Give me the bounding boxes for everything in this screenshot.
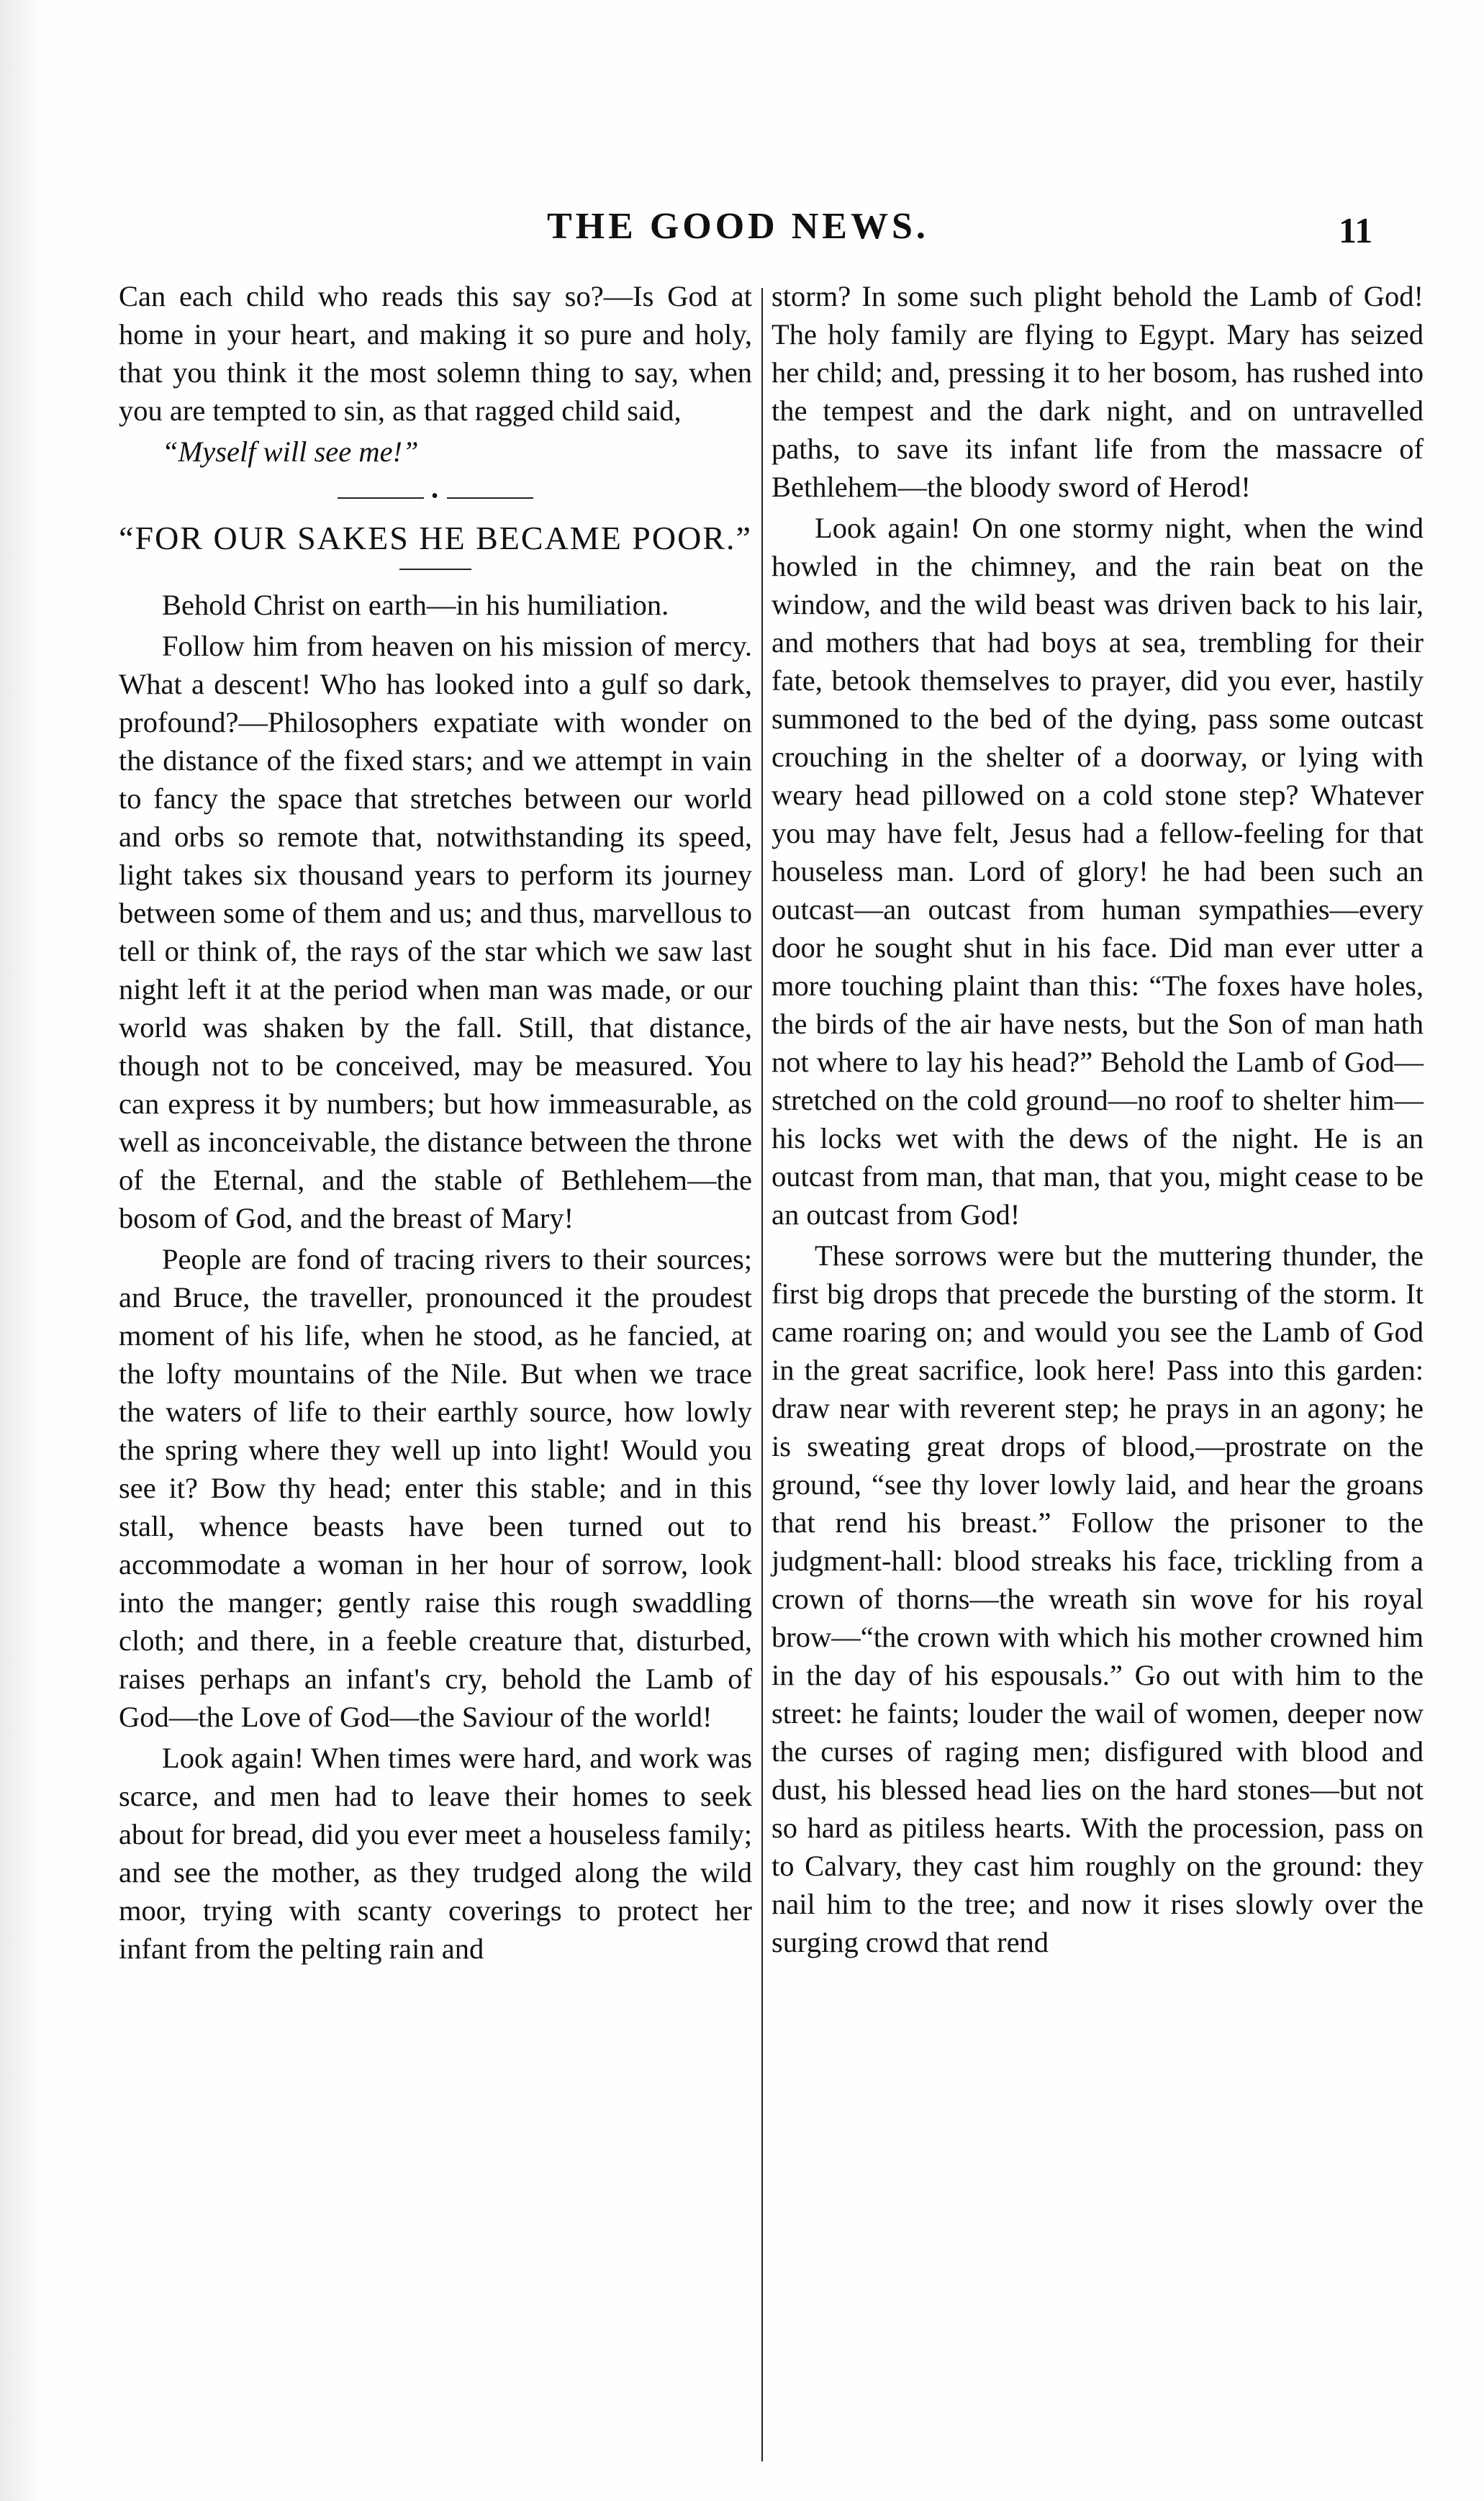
article-paragraph-3: People are fond of tracing rivers to their sources; and Bruce, the traveller, pronounced it the proudest moment of his life, when he stood, as he fancied, at the lofty mountains of the Nile. But when we trace the waters of life to their earthly source, how lowly the spring where they well up into light! Would you see it? Bow thy head; enter this stable; and in this stall, whence beasts have been turned out to accommodate a woman in her hour of sorrow, look into the manger; gently raise this rough swaddling cloth; and there, in a feeble creature that, disturbed, raises perhaps an infant's cry, behold the Lamb of God—the Love of God—the Saviour of the world!: [119, 1243, 752, 1733]
left-column: [119, 277, 752, 1971]
right-column: [772, 277, 1424, 1964]
previous-article-closing-quote: “Myself will see me!”: [162, 435, 419, 468]
article-paragraph-4: Look again! When times were hard, and work was scarce, and men had to leave their homes to seek about for bread, did you ever meet a houseless family; and see the mother, as they trudged along the wild moor, trying with scanty coverings to protect her infant from the pelting rain and: [119, 1742, 752, 1965]
article-paragraph-5: storm? In some such plight behold the Lamb of God! The holy family are flying to Egypt. Mary has seized her child; and, pressing it to her bosom, has rushed into the tempest and the dark night, and on untravelled paths, to save its infant life from the massacre of Bethlehem—the bloody sword of Herod!: [772, 280, 1424, 503]
page-number: 11: [1339, 210, 1373, 250]
running-title: THE GOOD NEWS.: [547, 206, 929, 247]
title-rule: [399, 569, 471, 570]
running-header: [0, 205, 1484, 270]
section-separator: •: [119, 482, 752, 511]
article-paragraph-2: Follow him from heaven on his mission of mercy. What a descent! Who has looked into a gulf so dark, profound?—Philosophers expatiate with wonder on the distance of the fixed stars; and we attempt in vain to fancy the space that stretches between our world and orbs so remote that, notwithstanding its speed, light takes six thousand years to perform its journey between some of them and us; and thus, marvellous to tell or think of, the rays of the star which we saw last night left it at the period when man was made, or our world was shaken by the fall. Still, that distance, though not to be conceived, may be measured. You can express it by numbers; but how immeasurable, as well as inconceivable, the distance between the throne of the Eternal, and the stable of Bethlehem—the bosom of God, and the breast of Mary!: [119, 630, 752, 1234]
article-paragraph-7: These sorrows were but the muttering thunder, the first big drops that precede the bursting of the storm. It came roaring on; and would you see the Lamb of God in the great sacrifice, look here! Pass into this garden: draw near with reverent step; he prays in an agony; he is sweating great drops of blood,—prostrate on the ground, “see thy lover lowly laid, and hear the groans that rend his breast.” Follow the prisoner to the judgment-hall: blood streaks his face, trickling from a crown of thorns—the wreath sin wove for his royal brow—“the crown with which his mother crowned him in the day of his espousals.” Go out with him to the street: he faints; louder the wail of women, deeper now the curses of raging men; disfigured with blood and dust, his blessed head lies on the hard stones—but not so hard as pitiless hearts. With the procession, pass on to Calvary, they cast him roughly on the ground: they nail him to the tree; and now it rises slowly over the surging crowd that rend: [772, 1239, 1424, 1958]
article-paragraph-1: Behold Christ on earth—in his humiliation.: [162, 589, 669, 621]
previous-article-paragraph: Can each child who reads this say so?—Is God at home in your heart, and making it so pure and holy, that you think it the most solemn thing to say, when you are tempted to sin, as that ragged child said,: [119, 280, 752, 427]
page-gutter-shadow: [0, 0, 43, 2501]
article-title: “FOR OUR SAKES HE BECAME POOR.”: [119, 520, 752, 556]
column-divider: [761, 288, 763, 2461]
article-paragraph-6: Look again! On one stormy night, when the wind howled in the chimney, and the rain beat on the window, and the wild beast was driven back to his lair, and mothers that had boys at sea, trembling for their fate, betook themselves to prayer, did you ever, hastily summoned to the bed of the dying, pass some outcast crouching in the shelter of a doorway, or lying with weary head pillowed on a cold stone step? Whatever you may have felt, Jesus had a fellow-feeling for that houseless man. Lord of glory! he had been such an outcast—an outcast from human sympathies—every door he sought shut in his face. Did man ever utter a more touching plaint than this: “The foxes have holes, the birds of the air have nests, but the Son of man hath not where to lay his head?” Behold the Lamb of God—stretched on the cold ground—no roof to shelter him—his locks wet with the dews of the night. He is an outcast from man, that man, that you, might cease to be an outcast from God!: [772, 512, 1424, 1231]
